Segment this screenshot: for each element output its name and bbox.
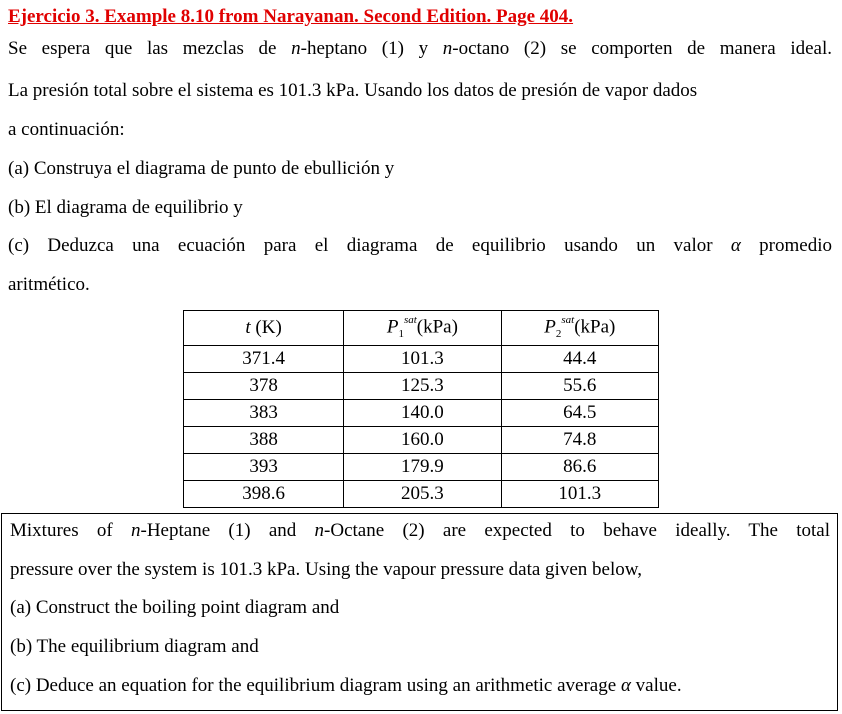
cell-p1sat: 125.3	[344, 373, 501, 400]
english-line-1	[10, 520, 830, 542]
p2-unit: (kPa)	[574, 316, 616, 338]
table-row	[184, 454, 659, 481]
english-item-b: (b) The equilibrium diagram and	[10, 636, 259, 657]
table-row	[184, 346, 659, 373]
p1-symbol: P	[386, 316, 399, 338]
col-header-temperature	[184, 311, 344, 346]
spanish-line-1	[8, 38, 832, 60]
temp-symbol: t	[245, 317, 251, 338]
cell-temperature: 388	[184, 427, 344, 454]
cell-p1sat: 179.9	[344, 454, 501, 481]
col-header-p1sat	[344, 311, 501, 346]
spanish-alpha-symbol: α	[730, 235, 741, 256]
spanish-line-1-mid: -heptano (1) y	[300, 38, 443, 59]
col-header-p2sat	[501, 311, 658, 346]
p1-superscript: sat	[403, 313, 417, 326]
cell-temperature: 378	[184, 373, 344, 400]
english-translation-box	[1, 513, 838, 711]
english-item-c	[10, 675, 830, 697]
p2-symbol: P	[544, 316, 556, 338]
spanish-n-heptane-italic: n	[291, 38, 301, 59]
english-n-octane-italic: n	[314, 520, 325, 541]
english-item-a: (a) Construct the boiling point diagram and	[10, 597, 340, 618]
cell-p2sat: 64.5	[501, 400, 658, 427]
spanish-line-1-pre: Se espera que las mezclas de	[8, 38, 292, 59]
vapor-pressure-table	[183, 310, 659, 508]
table-row	[184, 400, 659, 427]
spanish-line-2: La presión total sobre el sistema es 101.3 kPa. Usando los datos de presión de vapor dados	[8, 80, 698, 101]
cell-p1sat: 160.0	[344, 427, 501, 454]
spanish-item-c-cont: aritmético.	[8, 274, 90, 295]
cell-p2sat: 101.3	[501, 481, 658, 508]
spanish-line-1-post: -octano (2) se comporten de manera ideal.	[452, 38, 832, 59]
english-n-heptane-italic: n	[131, 520, 141, 541]
spanish-item-c-post: promedio	[740, 235, 832, 256]
cell-p2sat: 74.8	[501, 427, 658, 454]
spanish-item-a: (a) Construya el diagrama de punto de ebullición y	[8, 158, 395, 179]
english-line-1-mid: -Heptane (1) and	[140, 520, 315, 541]
spanish-line-3: a continuación:	[8, 119, 125, 140]
cell-temperature: 398.6	[184, 481, 344, 508]
cell-temperature: 393	[184, 454, 344, 481]
cell-temperature: 371.4	[184, 346, 344, 373]
p2-superscript: sat	[561, 313, 575, 326]
p2-subscript: 2	[555, 328, 562, 341]
cell-p2sat: 44.4	[501, 346, 658, 373]
spanish-item-c-pre: (c) Deduzca una ecuación para el diagrama de equilibrio usando un valor	[8, 235, 731, 256]
cell-temperature: 383	[184, 400, 344, 427]
english-line-1-post: -Octane (2) are expected to behave ideally. The total	[324, 520, 831, 541]
english-alpha-symbol: α	[620, 675, 631, 696]
p1-unit: (kPa)	[416, 316, 458, 338]
p1-subscript: 1	[398, 328, 404, 341]
exercise-title: Ejercicio 3. Example 8.10 from Narayanan. Second Edition. Page 404.	[8, 6, 574, 27]
temp-unit: (K)	[250, 317, 282, 338]
cell-p1sat: 101.3	[344, 346, 501, 373]
spanish-item-b: (b) El diagrama de equilibrio y	[8, 197, 243, 218]
table-row	[184, 481, 659, 508]
table-row	[184, 427, 659, 454]
table-row	[184, 373, 659, 400]
english-item-c-pre: (c) Deduce an equation for the equilibrium diagram using an arithmetic average	[10, 675, 621, 696]
english-item-c-post: value.	[630, 675, 682, 696]
english-line-2: pressure over the system is 101.3 kPa. Using the vapour pressure data given below,	[10, 559, 642, 580]
spanish-n-octane-italic: n	[442, 38, 453, 59]
cell-p1sat: 140.0	[344, 400, 501, 427]
cell-p1sat: 205.3	[344, 481, 501, 508]
english-line-1-pre: Mixtures of	[10, 520, 131, 541]
cell-p2sat: 86.6	[501, 454, 658, 481]
cell-p2sat: 55.6	[501, 373, 658, 400]
table-header-row	[184, 311, 659, 346]
spanish-item-c	[8, 235, 832, 257]
